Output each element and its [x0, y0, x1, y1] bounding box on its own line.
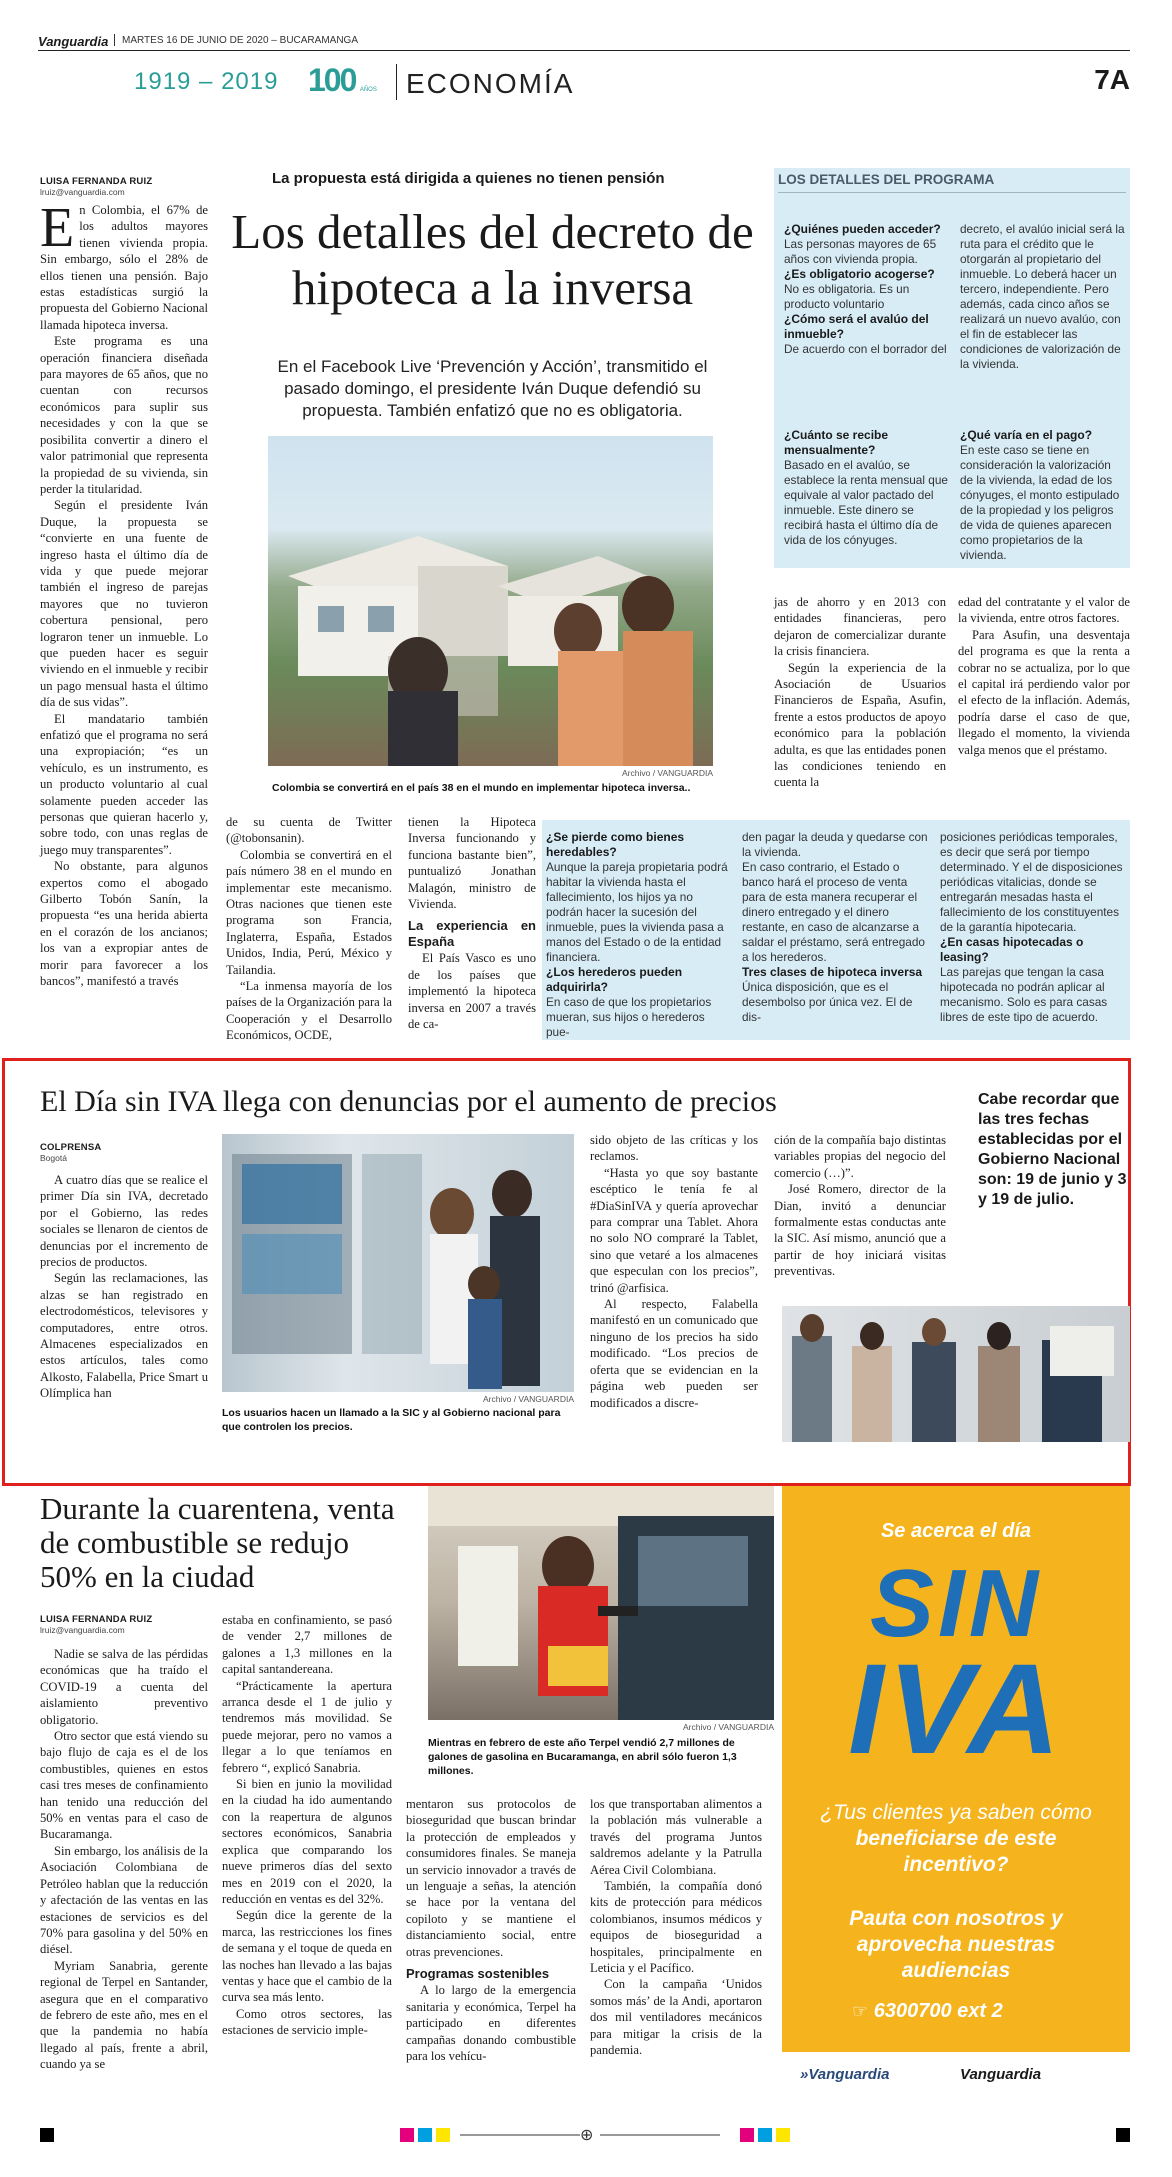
ad-logo-1: »Vanguardia [800, 2066, 890, 2083]
pullquote: Cabe recordar que las tres fechas establecidas por el Gobierno Nacional son: 19 de junio y 3 y 19 de julio. [978, 1091, 1127, 1208]
details-col-a: ¿Quiénes pueden acceder? Las personas mayores de 65 años con vivienda propia. ¿Es obligatorio acogerse? No es obligatoria. Es un producto voluntario ¿Cómo será el avalúo del inmueble? De acuerdo con el borrador del [784, 222, 947, 356]
brand-logo: Vanguardia [38, 34, 109, 49]
ad-cta: Pauta con nosotros y aprovecha nuestras audiencias [849, 1907, 1063, 1982]
ad-sin: SIN [869, 1550, 1043, 1657]
anniversary-logo: 100 AÑOS [308, 62, 377, 98]
page-number: 7A [1094, 64, 1130, 95]
article3-col4: los que transportaban alimentos a la población más vulnerable a través del programa Juntos saldremos adelante y la Patrulla Aérea Civil Colombiana. También, la compañía donó kits de protección para médicos colombianos, insumos médicos y equipos de bioseguridad a hospitales, principalmente en Leticia y el Pacífico. Con la campaña ‘Unidos somos más’ de la Andi, aportaron dos mil ventiladores mecánicos para mitigar la crisis de la pandemia. [590, 1797, 762, 2058]
ad-logo-bar [782, 2052, 1130, 2100]
article1-col1: En Colombia, el 67% de los adultos mayores tienen vivienda propia. Sin embargo, sólo el 28% de ellos tienen una pensión. Bajo estas estadísticas surgió la propuesta del Gobierno Nacional llamada hipoteca inversa. Este programa es una operación financiera diseñada para mayores de 65 años, que no cuentan con recursos económicos para suplir sus necesidades y con la que se posibilita convertir a dinero el valor patrimonial que representa la propiedad de su vivienda, sin perder la titularidad. Según el presidente Iván Duque, la propuesta se “convierte en una fuente de ingreso hasta el último día de vida y que puede mejorar también el ingreso de parejas mayores que no tuvieron cobertura pensional, pero lograron tener un inmueble. Lo que pueden hacer es seguir viviendo en el inmueble y recibir un pago mensual hasta el último día de sus vidas”. El mandatario también enfatizó que el programa no será una expropiación; “es un vehículo, es un instrumento, es un producto voluntario al cual solamente pueden acceder las personas que quieran hacerlo y, sobre todo, con unas reglas de juego muy transparentes”. No obstante, para algunos expertos como el abogado Gilberto Tobón Sanín, la propuesta “es una herida abierta en el corazón de los ancianos; los van a expropiar antes de morir para favorecer a los bancos”, manifestó a través [40, 197, 208, 989]
registration-mark-icon: ⊕ [580, 2127, 594, 2144]
photo3-caption: Mientras en febrero de este año Terpel vendió 2,7 millones de galones de gasolina en Bucaramanga, en abril sólo fueron 1,3 millones. [428, 1737, 737, 1777]
fuel-photo [428, 1486, 774, 1720]
details-lower-col3: posiciones periódicas temporales, es decir que será por tiempo determinado. Y el de disposiciones periódicas vitalicias, donde se entregarán mesadas hasta el fallecimiento de los constituyentes de la garantía hipotecaria. ¿En casas hipotecadas o leasing? Las parejas que tengan la casa hipotecada no podrán aplicar al mecanismo. Solo es para casas libres de este tipo de acuerdo. [940, 830, 1123, 1024]
photo1-caption: Colombia se convertirá en el país 38 en el mundo en implementar hipoteca inversa.. [272, 782, 691, 794]
photo2-credit: Archivo / VANGUARDIA [482, 1394, 574, 1404]
dropcap: E [40, 197, 75, 259]
housing-photo [268, 436, 713, 766]
article1-byline: LUISA FERNANDA RUIZ lruiz@vanguardia.com [40, 176, 153, 197]
article1-col5: edad del contratante y el valor de la vivienda, entre otros factores. Para Asufin, una desventaja del programa es que la renta a cobrar no se actualiza, por lo que el capital irá perdiendo valor por el efecto de la inflación. Además, podría darse el caso de que, llegado el momento, la vivienda valga menos que el préstamo. [958, 595, 1130, 757]
article3-byline: LUISA FERNANDA RUIZ lruiz@vanguardia.com [40, 1614, 153, 1635]
details-lower-col1: ¿Se pierde como bienes heredables? Aunque la pareja propietaria podrá habitar la vivienda hasta el fallecimiento, los hijos ya no podrán hacer la sucesión del inmueble, pues la vivienda pasa a manos del Estado o de la entidad financiera. ¿Los herederos pueden adquirirla? En caso de que los propietarios mueran, sus hijos o herederos pue- [546, 830, 728, 1039]
anniversary-years: 1919 – 2019 [134, 68, 279, 95]
photo1-credit: Archivo / VANGUARDIA [621, 768, 713, 778]
article2-col1: A cuatro días que se realice el primer Día sin IVA, decretado por el Gobierno, las redes sociales se llenaron de cientos de denuncias por el incremento de precios de productos. Según las reclamaciones, las alzas se han registrado en electrodomésticos, televisores y computadores, entre otros. Almacenes especializados en estos artículos, tales como Alkosto, Falabella, Price Smart u Olímplica han [40, 1173, 208, 1401]
ad-banner [782, 1486, 1130, 2100]
masthead [38, 30, 1130, 106]
article3-col1: Nadie se salva de las pérdidas económicas que ha traído el COVID-19 a cuenta del aislamiento preventivo obligatorio. Otro sector que está viendo su bajo flujo de caja es el de los combustibles, quienes en estos casi tres meses de confinamiento han tenido una reducción del 50% en ventas para el caso de Bucaramanga. Sin embargo, los análisis de la Asociación Colombiana de Petróleo hablan que la reducción y afectación de las ventas en las estaciones de servicios es del 70% para gasolina y del 50% en diésel. Myriam Sanabria, gerente regional de Terpel en Santander, asegura que en el comparativo de febrero de este año, mes en el que la pandemia no había llegado al país, frente a abril, cuando ya se [40, 1647, 208, 2072]
article1-col2: de su cuenta de Twitter (@tobonsanin). Colombia se convertirá en el país número 38 en el mundo en implementar este mecanismo. Otras naciones que tienen este programa son Francia, Inglaterra, España, Estados Unidos, India, Perú, México y Tailandia. “La inmensa mayoría de los países de la Organización para la Cooperación y el Desarrollo Económicos, OCDE, [226, 815, 392, 1043]
article2-byline: COLPRENSA Bogotá [40, 1142, 102, 1163]
details-title: LOS DETALLES DEL PROGRAMA [778, 172, 995, 187]
photo3-credit: Archivo / VANGUARDIA [682, 1722, 774, 1732]
article3-headline: Durante la cuarentena, venta de combustible se redujo 50% en la ciudad [40, 1491, 395, 1594]
details-col-c: ¿Cuánto se recibe mensualmente? Basado en el avalúo, se establece la renta mensual que equivale al valor pactado del inmueble. Este dinero se recibirá hasta el último día de vida de los cónyuges. [784, 428, 948, 547]
article2-col3: ción de la compañía bajo distintas variables propias del negocio del comercio (…)”. José Romero, director de la Dian, invitó a denunciar formalmente estas conductas ante la SIC. Así mismo, anunció que a partir de hoy iniciará visitas preventivas. [774, 1133, 946, 1279]
details-col-d: ¿Qué varía en el pago? En este caso se tiene en consideración la valorización de la vivienda, la edad de los cónyuges, el monto estipulado de la propiedad y los peligros de vida de quienes aparecen como propietarios de la vivienda. [960, 428, 1120, 562]
fuel-photo-art [428, 1486, 774, 1720]
article1-subhead: En el Facebook Live ‘Prevención y Acción’, transmitido el pasado domingo, el presidente Iván Duque defendió su propuesta. También enfatizó que no es obligatoria. [277, 357, 708, 420]
article3-col2: estaba en confinamiento, se pasó de vender 2,7 millones de galones a 1,3 millones en la capital santandereana. “Prácticamente la apertura arranca desde el 1 de julio y tendremos más movilidad. Se puede mejorar, pero no vamos a llegar a lo que teníamos en febrero “, explicó Sanabria. Si bien en junio la movilidad en la ciudad ha ido aumentando con la reapertura de algunos sectores económicos, Sanabria explica que comparando los nueve primeros días del sexto mes en 2019 con el 2020, la reducción en ventas es del 32%. Según dice la gerente de la marca, las restricciones los fines de semana y el toque de queda en las noches han llevado a las bajas ventas y hace que el cambio de la curva sea más lento. Como otros sectores, las estaciones de servicio imple- [222, 1613, 392, 2038]
hand-icon: ☞ [852, 2001, 869, 2021]
housing-photo-art [268, 436, 713, 766]
photo2-caption: Los usuarios hacen un llamado a la SIC y al Gobierno nacional para que controlen los precios. [222, 1407, 561, 1433]
details-lower-col2: den pagar la deuda y quedarse con la vivienda. En caso contrario, el Estado o banco hará el proceso de venta para de esta manera recuperar el dinero entregado y el dinero restante, en caso de alcanzarse a saldar el préstamo, será entregado a los herederos. Tres clases de hipoteca inversa Única disposición, que es el desembolso por única vez. El de dis- [742, 830, 928, 1024]
article1-kicker: La propuesta está dirigida a quienes no tienen pensión [272, 170, 665, 187]
article2-headline: El Día sin IVA llega con denuncias por el aumento de precios [40, 1085, 777, 1118]
ad-people-art [782, 1306, 1130, 1442]
shopping-photo [222, 1134, 574, 1392]
article1-col4: jas de ahorro y en 2013 con entidades financieras, pero dejaron de comercializar durante la crisis financiera. Según la experiencia de la Asociación de Usuarios Financieros de España, Asufin, frente a estos productos de apoyo económico para la población adulta, es que las entidades ponen las condiciones teniendo en cuenta la [774, 595, 946, 790]
article1-headline: Los detalles del decreto de hipoteca a la inversa [231, 204, 754, 315]
details-col-b: decreto, el avalúo inicial será la ruta para el crédito que le otorgarán al propietario del inmueble. Lo deberá hacer un tercero, independiente. Pero además, cada cinco años se realizará un nuevo avalúo, con el fin de establecer las condiciones de valorización de la vivienda. [960, 222, 1125, 371]
ad-logo-2: Vanguardia [960, 2066, 1042, 2083]
ad-top: Se acerca el día [880, 1520, 1032, 1542]
article3-col3: mentaron sus protocolos de bioseguridad que buscan brindar la protección de empleados y consumidores finales. Se maneja un servicio innovador a través de un lenguaje a señas, la atención se hace por la ventana del copiloto y se mantiene el distanciamiento social, entre otras prevenciones. Programas sostenibles A lo largo de la emergencia sanitaria y económica, Terpel ha participado en diferentes campañas donando combustible para los vehícu- [406, 1797, 576, 2064]
registration-bar [40, 2128, 1130, 2142]
shopping-photo-art [222, 1134, 574, 1392]
section-title: ECONOMÍA [406, 68, 575, 99]
ad-question: ¿Tus clientes ya saben cómo beneficiarse de este incentivo? [820, 1801, 1092, 1876]
ad-photo-strip [782, 1306, 1130, 1442]
article1-col3: tienen la Hipoteca Inversa funcionando y funciona bastante bien”, puntualizó Jonathan Malagón, ministro de Vivienda. La experiencia en España El País Vasco es uno de los países que implementó la hipoteca inversa en 2007 a través de ca- [408, 815, 536, 1032]
dateline: MARTES 16 DE JUNIO DE 2020 – BUCARAMANGA [122, 35, 358, 46]
article2-col2: sido objeto de las críticas y los reclamos. “Hasta yo que soy bastante escéptico le tenía fe al #DiaSinIVA y quería aprovechar para comprar una Tablet. Ahora no solo NO compraré la Tablet, sino que vetaré a los almacenes que especulan con los precios”, trinó @arfisica. Al respecto, Falabella manifestó en un comunicado que ninguno de los precios ha sido modificado. “Los precios de oferta que se evidencian en la página web pueden ser modificados a discre- [590, 1133, 758, 1410]
ad-iva: IVA [848, 1638, 1064, 1781]
ad-phone[interactable]: ☞ 6300700 ext 2 [852, 2000, 1003, 2022]
